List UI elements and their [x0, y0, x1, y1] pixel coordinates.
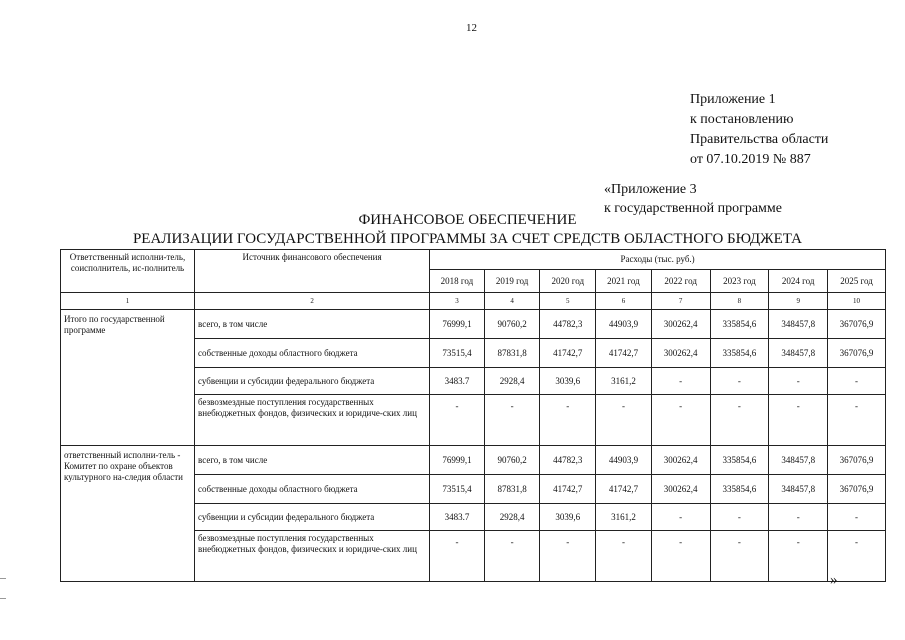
column-number: 7 — [651, 293, 710, 310]
executor-cell: ответственный исполни-тель - Комитет по охране объектов культурного на-следия области — [61, 446, 195, 582]
header-year: 2024 год — [769, 270, 828, 293]
header-year: 2023 год — [710, 270, 769, 293]
header-year: 2021 год — [596, 270, 652, 293]
source-cell: безвозмездные поступления государственных внебюджетных фондов, физических и юридиче-ских лиц — [195, 395, 430, 446]
appendix-1-line: Правительства области — [690, 132, 829, 147]
header-year: 2019 год — [484, 270, 540, 293]
value-cell: - — [828, 368, 886, 395]
appendix-3-line: «Приложение 3 — [604, 182, 697, 197]
value-cell: - — [828, 531, 886, 582]
financing-table — [60, 249, 886, 582]
value-cell: 41742,7 — [596, 475, 652, 504]
header-year: 2020 год — [540, 270, 596, 293]
value-cell: 335854,6 — [710, 339, 769, 368]
column-number: 5 — [540, 293, 596, 310]
value-cell: 2928,4 — [484, 368, 540, 395]
value-cell: 76999,1 — [430, 446, 485, 475]
column-number: 8 — [710, 293, 769, 310]
value-cell: 44903,9 — [596, 446, 652, 475]
column-number: 4 — [484, 293, 540, 310]
appendix-3-line: к государственной программе — [604, 201, 782, 216]
value-cell: 73515,4 — [430, 475, 485, 504]
header-executor: Ответственный исполни-тель, соисполнитель, ис-полнитель — [61, 250, 195, 293]
source-cell: субвенции и субсидии федерального бюджета — [195, 504, 430, 531]
source-cell: собственные доходы областного бюджета — [195, 475, 430, 504]
value-cell: 3039,6 — [540, 504, 596, 531]
value-cell: - — [828, 504, 886, 531]
source-cell: всего, в том числе — [195, 446, 430, 475]
page-number: 12 — [466, 22, 477, 34]
value-cell: - — [484, 531, 540, 582]
table-header-row — [61, 250, 886, 270]
value-cell: 335854,6 — [710, 310, 769, 339]
value-cell: - — [651, 531, 710, 582]
value-cell: 367076,9 — [828, 310, 886, 339]
closing-quote: » — [830, 572, 838, 588]
value-cell: 87831,8 — [484, 475, 540, 504]
value-cell: 44782,3 — [540, 446, 596, 475]
appendix-1-line: от 07.10.2019 № 887 — [690, 152, 811, 167]
value-cell: 367076,9 — [828, 475, 886, 504]
header-year: 2018 год — [430, 270, 485, 293]
appendix-1-line: к постановлению — [690, 112, 794, 127]
value-cell: - — [769, 368, 828, 395]
table-row — [61, 446, 886, 475]
header-year: 2025 год — [828, 270, 886, 293]
value-cell: 367076,9 — [828, 339, 886, 368]
source-cell: всего, в том числе — [195, 310, 430, 339]
value-cell: 3039,6 — [540, 368, 596, 395]
value-cell: 2928,4 — [484, 504, 540, 531]
column-number: 3 — [430, 293, 485, 310]
value-cell: 41742,7 — [540, 339, 596, 368]
header-year: 2022 год — [651, 270, 710, 293]
value-cell: 348457,8 — [769, 339, 828, 368]
value-cell: 3483.7 — [430, 368, 485, 395]
header-source: Источник финансового обеспечения — [195, 250, 430, 293]
column-number: 2 — [195, 293, 430, 310]
value-cell: 3161,2 — [596, 368, 652, 395]
source-cell: собственные доходы областного бюджета — [195, 339, 430, 368]
document-title-line-2: РЕАЛИЗАЦИИ ГОСУДАРСТВЕННОЙ ПРОГРАММЫ ЗА СЧЕТ СРЕДСТВ ОБЛАСТНОГО БЮДЖЕТА — [132, 231, 803, 247]
value-cell: - — [540, 395, 596, 446]
column-number: 9 — [769, 293, 828, 310]
table-row — [61, 310, 886, 339]
document-title-line-1: ФИНАНСОВОЕ ОБЕСПЕЧЕНИЕ — [358, 212, 577, 228]
source-cell: безвозмездные поступления государственных внебюджетных фондов, физических и юридиче-ских лиц — [195, 531, 430, 582]
value-cell: - — [430, 531, 485, 582]
appendix-1-header — [690, 90, 828, 170]
column-number: 10 — [828, 293, 886, 310]
value-cell: - — [484, 395, 540, 446]
source-cell: субвенции и субсидии федерального бюджета — [195, 368, 430, 395]
column-number: 6 — [596, 293, 652, 310]
value-cell: - — [430, 395, 485, 446]
value-cell: 76999,1 — [430, 310, 485, 339]
value-cell: 348457,8 — [769, 310, 828, 339]
value-cell: - — [710, 395, 769, 446]
value-cell: - — [710, 368, 769, 395]
value-cell: 73515,4 — [430, 339, 485, 368]
header-expenses: Расходы (тыс. руб.) — [430, 250, 886, 270]
value-cell: 90760,2 — [484, 310, 540, 339]
value-cell: 367076,9 — [828, 446, 886, 475]
column-number: 1 — [61, 293, 195, 310]
column-number-row — [61, 293, 886, 310]
value-cell: - — [651, 368, 710, 395]
value-cell: 300262,4 — [651, 475, 710, 504]
value-cell: 335854,6 — [710, 446, 769, 475]
value-cell: 300262,4 — [651, 446, 710, 475]
value-cell: - — [769, 504, 828, 531]
value-cell: 300262,4 — [651, 310, 710, 339]
value-cell: 3483.7 — [430, 504, 485, 531]
value-cell: - — [540, 531, 596, 582]
value-cell: 348457,8 — [769, 446, 828, 475]
value-cell: - — [651, 395, 710, 446]
value-cell: 44903,9 — [596, 310, 652, 339]
appendix-1-line: Приложение 1 — [690, 92, 776, 107]
value-cell: - — [651, 504, 710, 531]
value-cell: 41742,7 — [596, 339, 652, 368]
value-cell: 90760,2 — [484, 446, 540, 475]
value-cell: 300262,4 — [651, 339, 710, 368]
value-cell: - — [710, 531, 769, 582]
value-cell: - — [710, 504, 769, 531]
value-cell: - — [828, 395, 886, 446]
value-cell: 41742,7 — [540, 475, 596, 504]
margin-mark — [0, 578, 6, 579]
value-cell: - — [769, 395, 828, 446]
value-cell: 44782,3 — [540, 310, 596, 339]
value-cell: - — [596, 395, 652, 446]
value-cell: - — [769, 531, 828, 582]
value-cell: - — [596, 531, 652, 582]
executor-cell: Итого по государственной программе — [61, 310, 195, 446]
margin-mark — [0, 598, 6, 599]
value-cell: 87831,8 — [484, 339, 540, 368]
value-cell: 335854,6 — [710, 475, 769, 504]
value-cell: 348457,8 — [769, 475, 828, 504]
value-cell: 3161,2 — [596, 504, 652, 531]
